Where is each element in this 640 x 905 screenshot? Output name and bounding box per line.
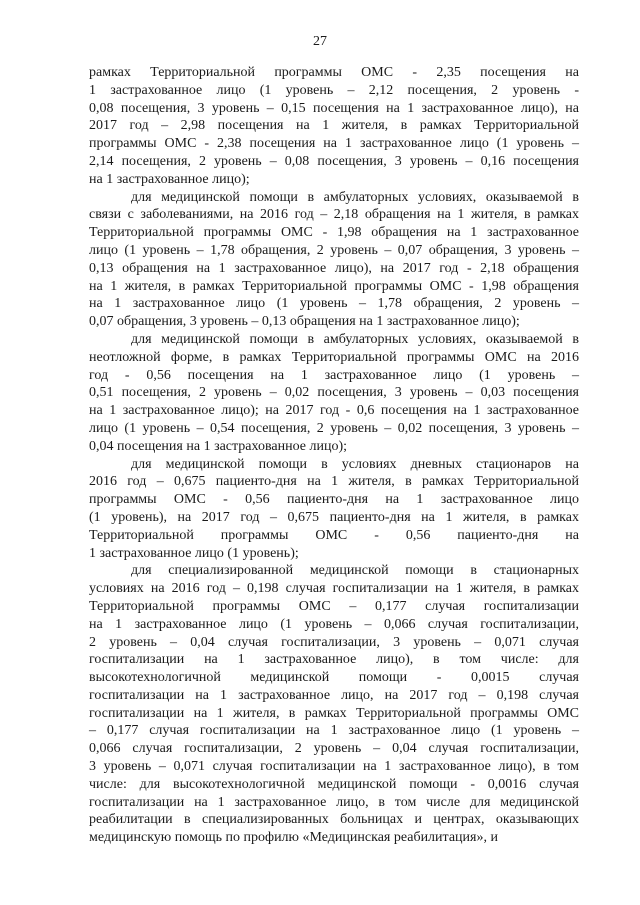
text-line: высокотехнологичной медицинской помощи - 0,0015 случая bbox=[89, 670, 579, 686]
text-line: лицо (1 уровень – 1,78 обращения, 2 уровень – 0,07 обращения, 3 уровень – bbox=[89, 242, 579, 258]
text-line: на 1 жителя, в рамках Территориальной программы ОМС - 1,98 обращения bbox=[89, 278, 579, 294]
document-body bbox=[89, 64, 579, 847]
text-line: неотложной форме, в рамках Территориальной программы ОМС на 2016 bbox=[89, 349, 579, 365]
text-line: 1 застрахованное лицо (1 уровень – 2,12 посещения, 2 уровень - bbox=[89, 82, 579, 98]
text-line: для медицинской помощи в условиях дневных стационаров на bbox=[131, 456, 579, 472]
text-line: связи с заболеваниями, на 2016 год – 2,18 обращения на 1 жителя, в рамках bbox=[89, 207, 579, 223]
text-line: программы ОМС - 2,38 посещения на 1 застрахованное лицо (1 уровень – bbox=[89, 136, 579, 152]
text-line: лицо (1 уровень – 0,54 посещения, 2 уровень – 0,02 посещения, 3 уровень – bbox=[89, 420, 579, 436]
text-line: рамках Территориальной программы ОМС - 2,35 посещения на bbox=[89, 65, 579, 80]
paragraph bbox=[89, 456, 579, 563]
text-line: госпитализации на 1 застрахованное лицо), в том числе: для bbox=[89, 652, 579, 668]
text-line: условиях на 2016 год – 0,198 случая госпитализации на 1 жителя, в рамках bbox=[89, 581, 579, 597]
text-line: для медицинской помощи в амбулаторных условиях, оказываемой в bbox=[131, 189, 579, 205]
text-line: госпитализации на 1 застрахованное лицо, в том числе для медицинской bbox=[89, 794, 579, 810]
text-line: 2 уровень – 0,04 случая госпитализации, 3 уровень – 0,071 случая bbox=[89, 634, 579, 650]
text-line: 0,51 посещения, 2 уровень – 0,02 посещения, 3 уровень – 0,03 посещения bbox=[89, 385, 579, 401]
text-line: на 1 застрахованное лицо); на 2017 год - 0,6 посещения на 1 застрахованное bbox=[89, 403, 579, 419]
text-line: 2,14 посещения, 2 уровень – 0,08 посещения, 3 уровень – 0,16 посещения bbox=[89, 153, 579, 169]
text-line: Территориальной программы ОМС - 0,56 пациенто-дня на bbox=[89, 527, 579, 543]
text-line: год - 0,56 посещения на 1 застрахованное лицо (1 уровень – bbox=[89, 367, 579, 383]
text-line: – 0,177 случая госпитализации на 1 застрахованное лицо (1 уровень – bbox=[89, 723, 579, 739]
paragraph bbox=[89, 189, 579, 331]
paragraph bbox=[89, 562, 579, 847]
text-line: на 1 застрахованное лицо); bbox=[89, 171, 250, 187]
text-line: 0,07 обращения, 3 уровень – 0,13 обращения на 1 застрахованное лицо); bbox=[89, 314, 520, 330]
text-line: 0,04 посещения на 1 застрахованное лицо); bbox=[89, 438, 348, 454]
text-line: 3 уровень – 0,071 случая госпитализации на 1 застрахованное лицо), в том bbox=[89, 759, 579, 775]
text-line: 2017 год – 2,98 посещения на 1 жителя, в рамках Территориальной bbox=[89, 118, 579, 134]
text-line: Территориальной программы ОМС – 0,177 случая госпитализации bbox=[89, 598, 579, 614]
text-line: Территориальной программы ОМС - 1,98 обращения на 1 застрахованное bbox=[89, 225, 579, 241]
page-number: 27 bbox=[313, 34, 327, 49]
text-line: госпитализации на 1 жителя, в рамках Территориальной программы ОМС bbox=[89, 705, 579, 721]
text-line: 0,066 случая госпитализации, 2 уровень – 0,04 случая госпитализации, bbox=[89, 741, 579, 757]
text-line: (1 уровень), на 2017 год – 0,675 пациенто-дня на 1 жителя, в рамках bbox=[89, 509, 579, 525]
text-line: программы ОМС - 0,56 пациенто-дня на 1 застрахованное лицо bbox=[89, 492, 579, 508]
text-line: 1 застрахованное лицо (1 уровень); bbox=[89, 545, 299, 561]
text-line: числе: для высокотехнологичной медицинской помощи - 0,0016 случая bbox=[89, 776, 579, 792]
text-line: 0,13 обращения на 1 застрахованное лицо), на 2017 год - 2,18 обращения bbox=[89, 260, 579, 276]
text-line: 2016 год – 0,675 пациенто-дня на 1 жителя, в рамках Территориальной bbox=[89, 474, 579, 490]
text-line: на 1 застрахованное лицо (1 уровень – 1,78 обращения, 2 уровень – bbox=[89, 296, 579, 312]
text-line: для медицинской помощи в амбулаторных условиях, оказываемой в bbox=[131, 331, 579, 347]
text-line: медицинскую помощь по профилю «Медицинская реабилитация», и bbox=[89, 830, 498, 846]
text-line: 0,08 посещения, 3 уровень – 0,15 посещения на 1 застрахованное лицо), на bbox=[89, 100, 579, 116]
paragraph bbox=[89, 331, 579, 456]
paragraph bbox=[89, 64, 579, 189]
text-line: госпитализации на 1 застрахованное лицо, на 2017 год – 0,198 случая bbox=[89, 687, 579, 703]
text-line: на 1 застрахованное лицо (1 уровень – 0,066 случая госпитализации, bbox=[89, 616, 579, 632]
text-line: для специализированной медицинской помощи в стационарных bbox=[131, 563, 579, 579]
text-line: реабилитации в специализированных больницах и центрах, оказывающих bbox=[89, 812, 579, 828]
